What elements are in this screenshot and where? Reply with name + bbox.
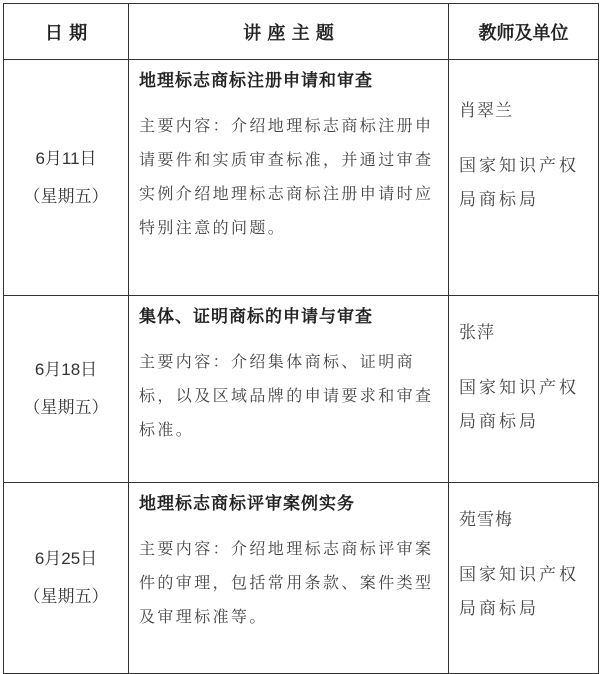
topic-cell bbox=[129, 296, 449, 483]
date-text: 6月11日 bbox=[35, 148, 97, 168]
teacher-cell bbox=[449, 483, 599, 674]
teacher-unit: 国家知识产权局商标局 bbox=[459, 156, 579, 210]
weekday-text: （星期五） bbox=[23, 398, 109, 417]
weekday-text: （星期五） bbox=[23, 587, 109, 606]
table-row bbox=[4, 483, 599, 674]
teacher-cell bbox=[449, 60, 599, 296]
topic-content: 主要内容：介绍集体商标、证明商标，以及区域品牌的申请要求和审查标准。 bbox=[139, 352, 434, 439]
teacher-name: 苑雪梅 bbox=[459, 510, 513, 530]
lecture-schedule-table bbox=[3, 3, 599, 674]
date-cell bbox=[4, 483, 129, 674]
teacher-name: 肖翠兰 bbox=[459, 101, 513, 121]
topic-title: 集体、证明商标的申请与审查 bbox=[139, 307, 373, 327]
header-topic: 讲 座 主 题 bbox=[129, 4, 449, 60]
weekday-text: （星期五） bbox=[23, 186, 109, 206]
teacher-unit: 国家知识产权局商标局 bbox=[459, 565, 579, 619]
topic-content: 主要内容：介绍地理标志商标注册申请要件和实质审查标准，并通过审查实例介绍地理标志商标注册申请时应特别注意的问题。 bbox=[139, 116, 434, 237]
header-date: 日 期 bbox=[4, 4, 129, 60]
topic-content: 主要内容：介绍地理标志商标评审案件的审理，包括常用条款、案件类型及审理标准等。 bbox=[139, 539, 434, 626]
topic-cell bbox=[129, 60, 449, 296]
table-row bbox=[4, 60, 599, 296]
teacher-unit: 国家知识产权局商标局 bbox=[459, 378, 579, 432]
topic-title: 地理标志商标注册申请和审查 bbox=[139, 71, 373, 91]
topic-cell bbox=[129, 483, 449, 674]
table-row bbox=[4, 296, 599, 483]
date-cell bbox=[4, 296, 129, 483]
teacher-name: 张萍 bbox=[459, 323, 495, 343]
date-text: 6月18日 bbox=[34, 360, 98, 379]
date-text: 6月25日 bbox=[34, 549, 98, 568]
teacher-cell bbox=[449, 296, 599, 483]
date-cell bbox=[4, 60, 129, 296]
header-teacher: 教师及单位 bbox=[449, 4, 599, 60]
header-row bbox=[4, 4, 599, 60]
topic-title: 地理标志商标评审案例实务 bbox=[139, 494, 355, 514]
